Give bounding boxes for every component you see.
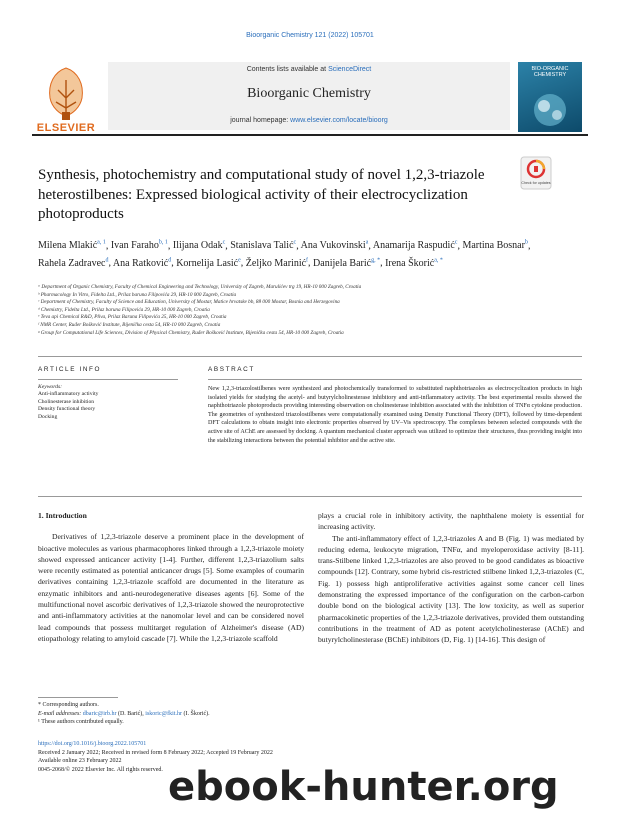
author[interactable] (230, 240, 296, 251)
author[interactable] (111, 240, 168, 251)
author-affiliation-marker[interactable]: a, * (434, 257, 443, 264)
section-heading-introduction: 1. Introduction (38, 511, 87, 520)
keyword-item: Anti-inflammatory activity (38, 391, 99, 398)
keyword-item: Cholinesterase inhibition (38, 398, 95, 405)
author-affiliation-marker[interactable]: c (454, 240, 458, 246)
author-affiliation-marker[interactable]: b (524, 240, 528, 246)
author-name: Ivan Faraho (110, 240, 159, 252)
author-name: Rahela Zadravec (38, 257, 106, 269)
journal-cover-image[interactable] (518, 62, 582, 132)
homepage-prefix: journal homepage: (230, 117, 291, 124)
author-affiliation-marker[interactable]: d (105, 257, 109, 264)
abstract-text: New 1,2,3-triazolostilbenes were synthesized and photochemically transformed to substituted naphthotriazoles as electrocyclization products in high isolated yields for studying the acetyl- and butyrylcholinesterase inhibitory and anti-inflammatory activity. The best experimental results showed the naphthotriazole photoproducts providing interesting observation on cholinesterase inhibition associated with the inhibition of TNFα cytokine production. The geometries of synthesized triazolostilbenes were computationally examined using Density Functional Theory (DFT), followed by time-dependent DFT calculations to obtain insight into electronic properties observed by UV–Vis spectroscopy. The complexes between selected compounds with the active site of AChE are assessed by docking. A quantum mechanical cluster approach was utilized to optimize their structures, thus providing insight into the stabilizing interactions between the potential inhibitor and the active site. (208, 386, 582, 444)
affiliations (38, 284, 578, 337)
affiliation-item: ᵃ Department of Organic Chemistry, Faculty of Chemical Engineering and Technology, University of Zagreb, Marulićev trg 19, HR-10 000 Zagreb, Croatia (38, 284, 362, 290)
author-affiliation-marker[interactable]: a (365, 240, 369, 246)
author-affiliation-marker[interactable]: c (293, 240, 297, 246)
author-name: Kornelija Lasić (176, 257, 239, 269)
author[interactable] (301, 240, 369, 251)
article-title: Synthesis, photochemistry and computational study of novel 1,2,3-triazole heterostilbenes: Expressed biological activity of their electrocyclization photoproducts (38, 167, 485, 222)
author[interactable] (246, 258, 308, 269)
affiliation-rule (38, 356, 582, 357)
check-updates-icon (520, 156, 552, 190)
author-affiliation-marker[interactable]: b, 1 (158, 240, 168, 246)
affiliation-item: ᵈ Chemistry, Fidelta Ltd., Prilaz baruna Filipovića 29, HR-10 000 Zagreb, Croatia (38, 306, 210, 313)
author-affiliation-marker[interactable]: c (222, 240, 226, 246)
author-affiliation-marker[interactable]: d (168, 257, 172, 264)
abstract-heading: ABSTRACT (208, 366, 255, 373)
author-list: Milena Mlakić$^{a, 1}$, Ivan Faraho$^{b, 1}$, Ilijana Odak$^c$, Stanislava Talić$^c$, Ana Vukovinski$^a$, Anamarija Raspudić$^c$, Martina Bosnar$^b$, Rahela Zadravec$^d$, Ana Ratković$^d$, Kornelija Lasić$^e$, Željko Marinić$^f$, Danijela Barić$^{g, *}$, Irena Škorić$^{a, *}$ (38, 240, 531, 269)
author-affiliation-marker[interactable]: g, * (371, 257, 381, 264)
cover-title: BIO-ORGANIC CHEMISTRY (531, 66, 569, 79)
author[interactable] (385, 258, 443, 269)
email-link-baric[interactable]: dbaric@irb.hr (82, 710, 117, 717)
author[interactable] (462, 240, 528, 251)
keywords-block (38, 384, 188, 421)
corresponding-note: * Corresponding authors. (38, 702, 99, 708)
copyright-line: 0045-2068/© 2022 Elsevier Inc. All rights reserved. (38, 766, 163, 773)
email-who-1: (D. Barić), (116, 710, 146, 717)
author-affiliation-marker[interactable]: a, 1 (97, 240, 106, 246)
watermark: ebook-hunter.org (168, 764, 559, 810)
keyword-item: Docking (38, 413, 58, 420)
keywords-label: Keywords: (38, 384, 63, 390)
footnote-rule (38, 697, 118, 698)
author-name: Ana Ratković (112, 257, 169, 269)
author-name: Anamarija Raspudić (372, 240, 455, 252)
elsevier-logo[interactable] (32, 62, 100, 130)
doi-link[interactable]: https://doi.org/10.1016/j.bioorg.2022.105701 (38, 741, 147, 747)
homepage-link[interactable]: www.elsevier.com/locate/bioorg (290, 117, 388, 124)
author-affiliation-marker[interactable]: e (238, 257, 241, 264)
check-updates-label: Check for updates (521, 181, 551, 185)
author[interactable] (38, 240, 106, 251)
keyword-item: Density functional theory (38, 406, 96, 413)
body-column-right (318, 510, 584, 646)
contents-prefix: Contents lists available at (246, 66, 329, 73)
cover-art-icon (524, 88, 576, 128)
contents-line (108, 66, 510, 73)
received-line: Received 2 January 2022; Received in revised form 8 February 2022; Accepted 19 February 2022 (38, 749, 273, 756)
abstract-bottom-rule (38, 496, 582, 497)
body-paragraph: plays a crucial role in inhibitory activity, the naphthalene moiety is essential for increasing activity. (318, 511, 584, 532)
affiliation-item: ᶠ NMR Center, Ruđer Bošković Institute, Bijenička cesta 54, HR-10 000 Zagreb, Croatia (38, 321, 221, 328)
author[interactable] (373, 240, 458, 251)
running-head[interactable]: Bioorganic Chemistry 121 (2022) 105701 (246, 32, 374, 39)
author[interactable] (173, 240, 225, 251)
article-info-rule (38, 379, 178, 380)
body-paragraph: The anti-inflammatory effect of 1,2,3-triazoles A and B (Fig. 1) was mediated by reducing edema, leukocyte migration, TNFα, and myeloperoxidase activity [8-11]. trans-Stilbene linked 1,2,3-triazoles are also proved to be good candidates as bioactive compounds [12]. Contrary, some hybrid cis-restricted stilbene linked 1,2,3-triazoles (C, Fig. 1) possess high antiproliferative activities against some cancer cell lines demonstrating the expressed importance of the configuration on the carbon-carbon double bond on the biological activity [13]. The low toxicity, as well as superior pharmacokinetic properties of the 1,2,3-triazole derivatives, provided them outstanding contributions in the treatment of AD as potent acetylcholinesterase (AChE) and butyrylcholinesterase (BChE) inhibitors (D, Fig. 1) [14-16]. This design of (318, 533, 584, 645)
masthead-rule (32, 134, 588, 136)
journal-masthead (108, 62, 510, 130)
author[interactable] (38, 258, 108, 269)
footnotes (38, 701, 318, 727)
author[interactable] (176, 258, 241, 269)
author-name: Danijela Barić (313, 257, 372, 269)
check-for-updates-button[interactable] (520, 156, 552, 190)
author-name: Željko Marinić (245, 257, 307, 269)
article-info-heading: ARTICLE INFO (38, 366, 102, 373)
author-name: Irena Škorić (385, 257, 435, 269)
author-name: Ana Vukovinski (300, 240, 366, 252)
author-name: Martina Bosnar (462, 240, 525, 252)
body-column-left (38, 510, 304, 644)
author-name: Ilijana Odak (172, 240, 223, 252)
homepage-line (108, 117, 510, 124)
abstract-rule (208, 379, 582, 380)
equal-contribution-note: ¹ These authors contributed equally. (38, 719, 124, 726)
email-line (38, 710, 318, 719)
author-name: Milena Mlakić (38, 240, 98, 252)
author[interactable] (113, 258, 171, 269)
available-line: Available online 23 February 2022 (38, 758, 122, 765)
author-affiliation-marker[interactable]: f (306, 257, 309, 264)
email-prefix: E-mail addresses: (38, 710, 83, 717)
affiliation-item: ᶜ Department of Chemistry, Faculty of Science and Education, University of Mostar, Matice hrvatske bb, 88 000 Mostar, Bosnia and Herzegovina (38, 299, 340, 306)
affiliation-item: ᵍ Group for Computational Life Sciences, Division of Physical Chemistry, Ruđer Bošković Institute, Bijenička cesta 54, HR-10 000 Zagreb, Croatia (38, 329, 344, 336)
email-link-skoric[interactable]: iskoric@fkit.hr (145, 710, 182, 717)
sciencedirect-link[interactable]: ScienceDirect (328, 66, 372, 73)
affiliation-item: ᵇ Pharmacology In Vitro, Fidelta Ltd., Prilaz baruna Filipovića 29, HR-10 000 Zagreb, Croatia (38, 291, 237, 298)
body-paragraph: Derivatives of 1,2,3-triazole deserve a prominent place in the development of bioactive molecules as various pharmacophores linked through a 1,2,3-triazole moiety showed expressed anticancer activity [1-4]. Further, different 1,2,3-triazolium salts were recently estimated as potential anticancer drugs [5]. Some examples of coumarin derivatives containing 1,2,3-triazole scaffold are documented in the literature as enzymatic inhibitors and anti-neurodegenerative diseases agents [6]. Some of the multifunctional novel ascorbic derivatives of 1,2,3-triazole showed the neuroprotective and anti-inflammatory activities at the nanomolar level and can be considered novel lead compounds that possess multitarget regulation of Alzheimer's disease (AD) etiopathology relating to amyloid cascade [7]. While the 1,2,3-triazole scaffold (38, 532, 304, 643)
author[interactable] (313, 258, 380, 269)
publisher-wordmark: ELSEVIER (36, 122, 96, 134)
author-name: Stanislava Talić (230, 240, 294, 252)
affiliation-item: ᵉ Teva api Chemical R&D, Pliva, Prilaz Baruna Filipovića 25, HR-10 000 Zagreb, Croatia (38, 314, 227, 321)
email-who-2: (I. Škorić). (181, 710, 210, 717)
journal-name: Bioorganic Chemistry (247, 86, 371, 101)
